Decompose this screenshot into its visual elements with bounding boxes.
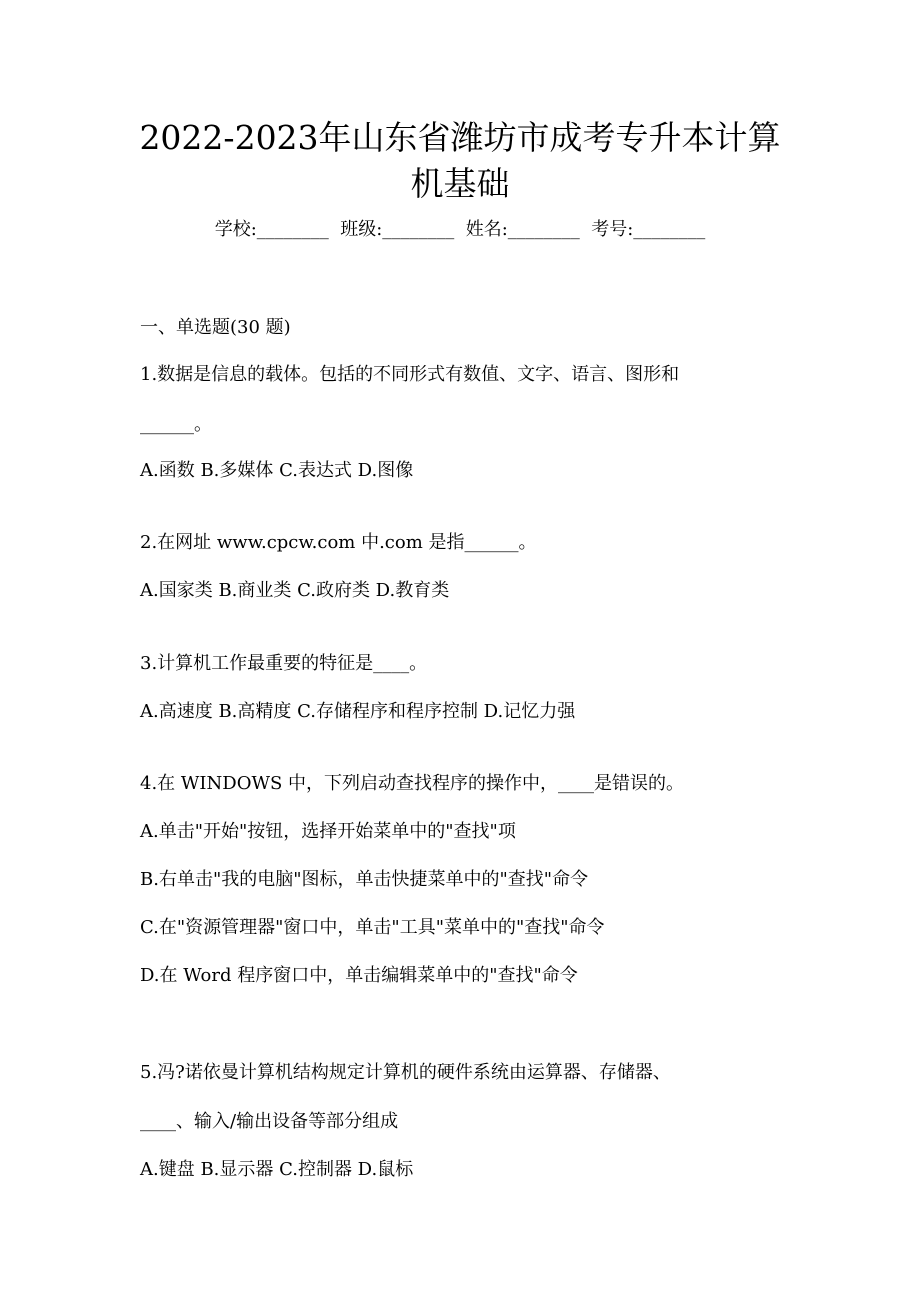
question-4-option-b: B.右单击"我的电脑"图标，单击快捷菜单中的"查找"命令 xyxy=(140,869,589,890)
question-2-stem: 2.在网址 www.cpcw.com 中.com 是指______。 xyxy=(140,532,537,553)
question-5-stem: 5.冯?诺依曼计算机结构规定计算机的硬件系统由运算器、存储器、 xyxy=(140,1062,671,1083)
question-5-stem-cont: ____、输入/输出设备等部分组成 xyxy=(140,1111,399,1132)
question-3-options: A.高速度 B.高精度 C.存储程序和程序控制 D.记忆力强 xyxy=(140,701,576,722)
question-4-option-d: D.在 Word 程序窗口中，单击编辑菜单中的"查找"命令 xyxy=(140,965,578,986)
document-title-line1: 2022-2023年山东省潍坊市成考专升本计算 xyxy=(139,118,781,157)
question-4-option-a: A.单击"开始"按钮，选择开始菜单中的"查找"项 xyxy=(140,821,516,842)
question-2-options: A.国家类 B.商业类 C.政府类 D.教育类 xyxy=(140,580,450,601)
question-1-options: A.函数 B.多媒体 C.表达式 D.图像 xyxy=(140,460,414,481)
question-1-stem: 1.数据是信息的载体。包括的不同形式有数值、文字、语言、图形和 xyxy=(140,364,680,385)
question-5-options: A.键盘 B.显示器 C.控制器 D.鼠标 xyxy=(140,1159,414,1180)
section-heading: 一、单选题(30 题) xyxy=(140,317,291,338)
question-4-option-c: C.在"资源管理器"窗口中，单击"工具"菜单中的"查找"命令 xyxy=(140,917,605,938)
document-title-line2: 机基础 xyxy=(410,164,510,203)
question-3-stem: 3.计算机工作最重要的特征是____。 xyxy=(140,653,428,674)
student-info-line: 学校:________ 班级:________ 姓名:________ 考号:________ xyxy=(214,219,706,240)
question-1-stem-cont: ______。 xyxy=(140,414,212,435)
question-4-stem: 4.在 WINDOWS 中，下列启动查找程序的操作中，____是错误的。 xyxy=(140,773,684,794)
